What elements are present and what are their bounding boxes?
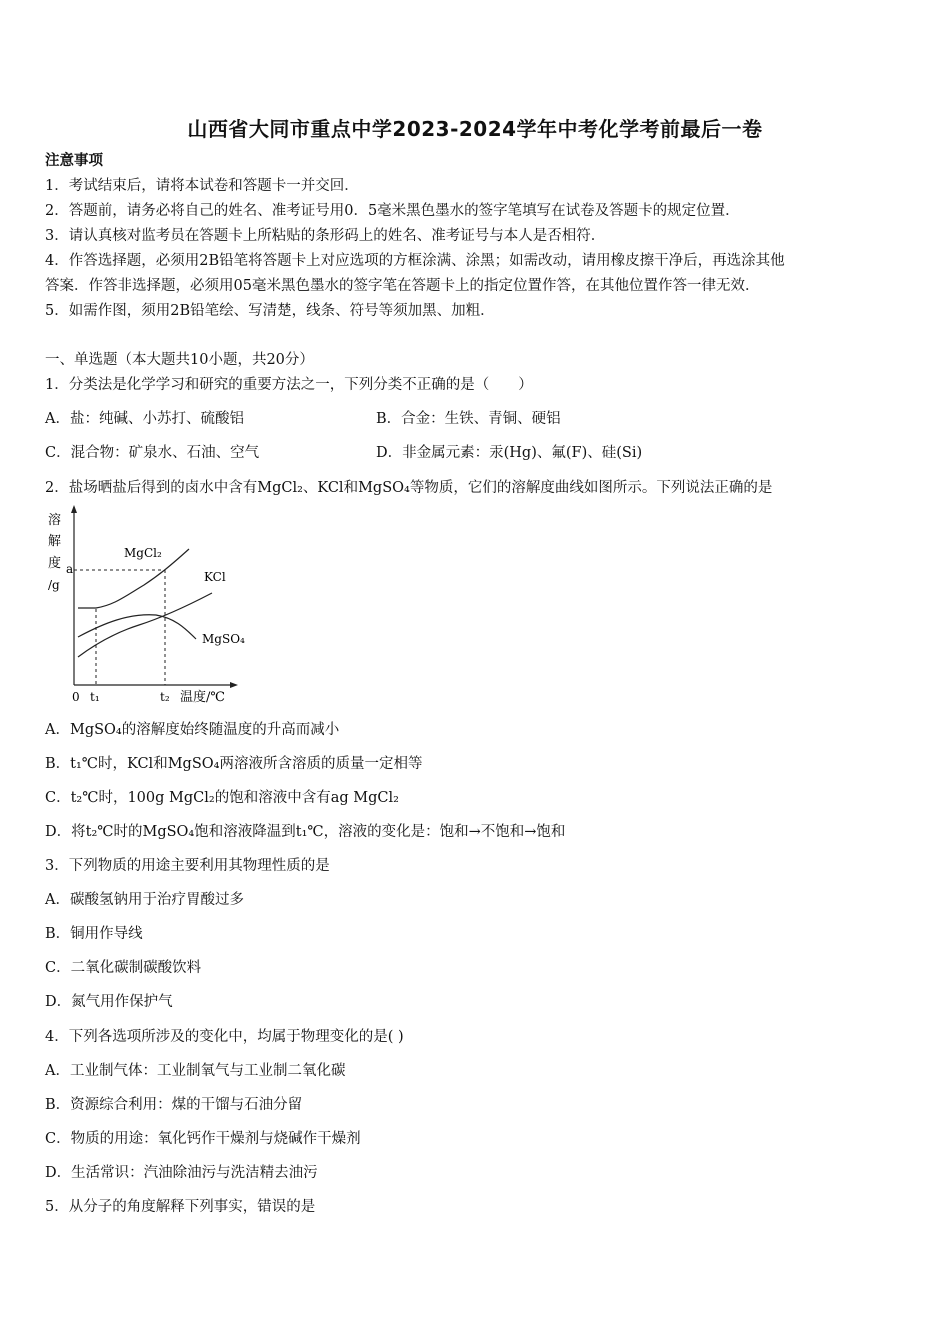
section-heading: 一、单选题（本大题共10小题，共20分）	[45, 352, 314, 368]
note-item: 2．答题前，请务必将自己的姓名、准考证号用0．5毫米黑色墨水的签字笔填写在试卷及答题卡的规定位置．	[45, 203, 740, 219]
note-item: 3．请认真核对监考员在答题卡上所粘贴的条形码上的姓名、准考证号与本人是否相符．	[45, 228, 606, 244]
x-axis-arrow	[230, 682, 238, 688]
y-axis-label-3: 度	[48, 556, 62, 571]
q4-option-a: A．工业制气体：工业制氧气与工业制二氧化碳	[45, 1063, 346, 1079]
q1-option-b: B．合金：生铁、青铜、硬铝	[376, 411, 561, 427]
mgcl2-label: MgCl₂	[124, 546, 162, 560]
q2-option-c: C．t₂℃时，100g MgCl₂的饱和溶液中含有ag MgCl₂	[45, 790, 399, 806]
q1-option-a: A．盐：纯碱、小苏打、硫酸铝	[45, 411, 244, 427]
note-item: 1．考试结束后，请将本试卷和答题卡一并交回．	[45, 178, 359, 194]
q3-option-a: A．碳酸氢钠用于治疗胃酸过多	[45, 892, 244, 908]
a-tick-label: a	[66, 562, 74, 576]
y-axis-label-2: 解	[48, 534, 62, 549]
y-axis-arrow	[71, 505, 77, 513]
q1-option-c: C．混合物：矿泉水、石油、空气	[45, 445, 260, 461]
notes-heading: 注意事项	[45, 152, 103, 169]
q2-option-d: D．将t₂℃时的MgSO₄饱和溶液降温到t₁℃，溶液的变化是：饱和→不饱和→饱和	[45, 824, 566, 840]
y-axis-label-4: /g	[48, 578, 60, 592]
t2-label: t₂	[160, 690, 170, 704]
question-4-stem: 4．下列各选项所涉及的变化中，均属于物理变化的是( )	[45, 1029, 404, 1045]
q2-option-b: B．t₁℃时，KCl和MgSO₄两溶液所含溶质的质量一定相等	[45, 756, 423, 772]
q3-option-b: B．铜用作导线	[45, 926, 143, 942]
solubility-curve-graph	[44, 505, 254, 705]
page-title: 山西省大同市重点中学2023-2024学年中考化学考前最后一卷	[187, 117, 763, 141]
mgso4-label: MgSO₄	[202, 632, 245, 646]
t1-label: t₁	[90, 690, 100, 704]
kcl-label: KCl	[204, 570, 226, 584]
q4-option-d: D．生活常识：汽油除油污与洗洁精去油污	[45, 1165, 318, 1181]
q2-option-a: A．MgSO₄的溶解度始终随温度的升高而减小	[45, 722, 340, 738]
question-2-stem: 2．盐场晒盐后得到的卤水中含有MgCl₂、KCl和MgSO₄等物质，它们的溶解度曲线如图所示。下列说法正确的是	[45, 480, 773, 496]
origin-label: 0	[72, 690, 80, 704]
q3-option-d: D．氮气用作保护气	[45, 994, 173, 1010]
q3-option-c: C．二氧化碳制碳酸饮料	[45, 960, 202, 976]
note-item: 答案．作答非选择题，必须用05毫米黑色墨水的签字笔在答题卡上的指定位置作答，在其他位置作答一律无效．	[45, 278, 760, 294]
q4-option-b: B．资源综合利用：煤的干馏与石油分留	[45, 1097, 303, 1113]
note-item: 4．作答选择题，必须用2B铅笔将答题卡上对应选项的方框涂满、涂黑；如需改动，请用橡皮擦干净后，再选涂其他	[45, 253, 785, 269]
question-3-stem: 3．下列物质的用途主要利用其物理性质的是	[45, 858, 330, 874]
x-axis-label: 温度/℃	[180, 690, 225, 705]
y-axis-label-1: 溶	[48, 513, 62, 528]
kcl-curve	[78, 593, 212, 657]
note-item: 5．如需作图，须用2B铅笔绘、写清楚，线条、符号等须加黑、加粗．	[45, 303, 495, 319]
question-5-stem: 5．从分子的角度解释下列事实，错误的是	[45, 1199, 316, 1215]
q1-option-d: D．非金属元素：汞(Hg)、氟(F)、硅(Si)	[376, 445, 643, 461]
q4-option-c: C．物质的用途：氧化钙作干燥剂与烧碱作干燥剂	[45, 1131, 361, 1147]
question-1-stem: 1．分类法是化学学习和研究的重要方法之一，下列分类不正确的是（ ）	[45, 377, 533, 393]
